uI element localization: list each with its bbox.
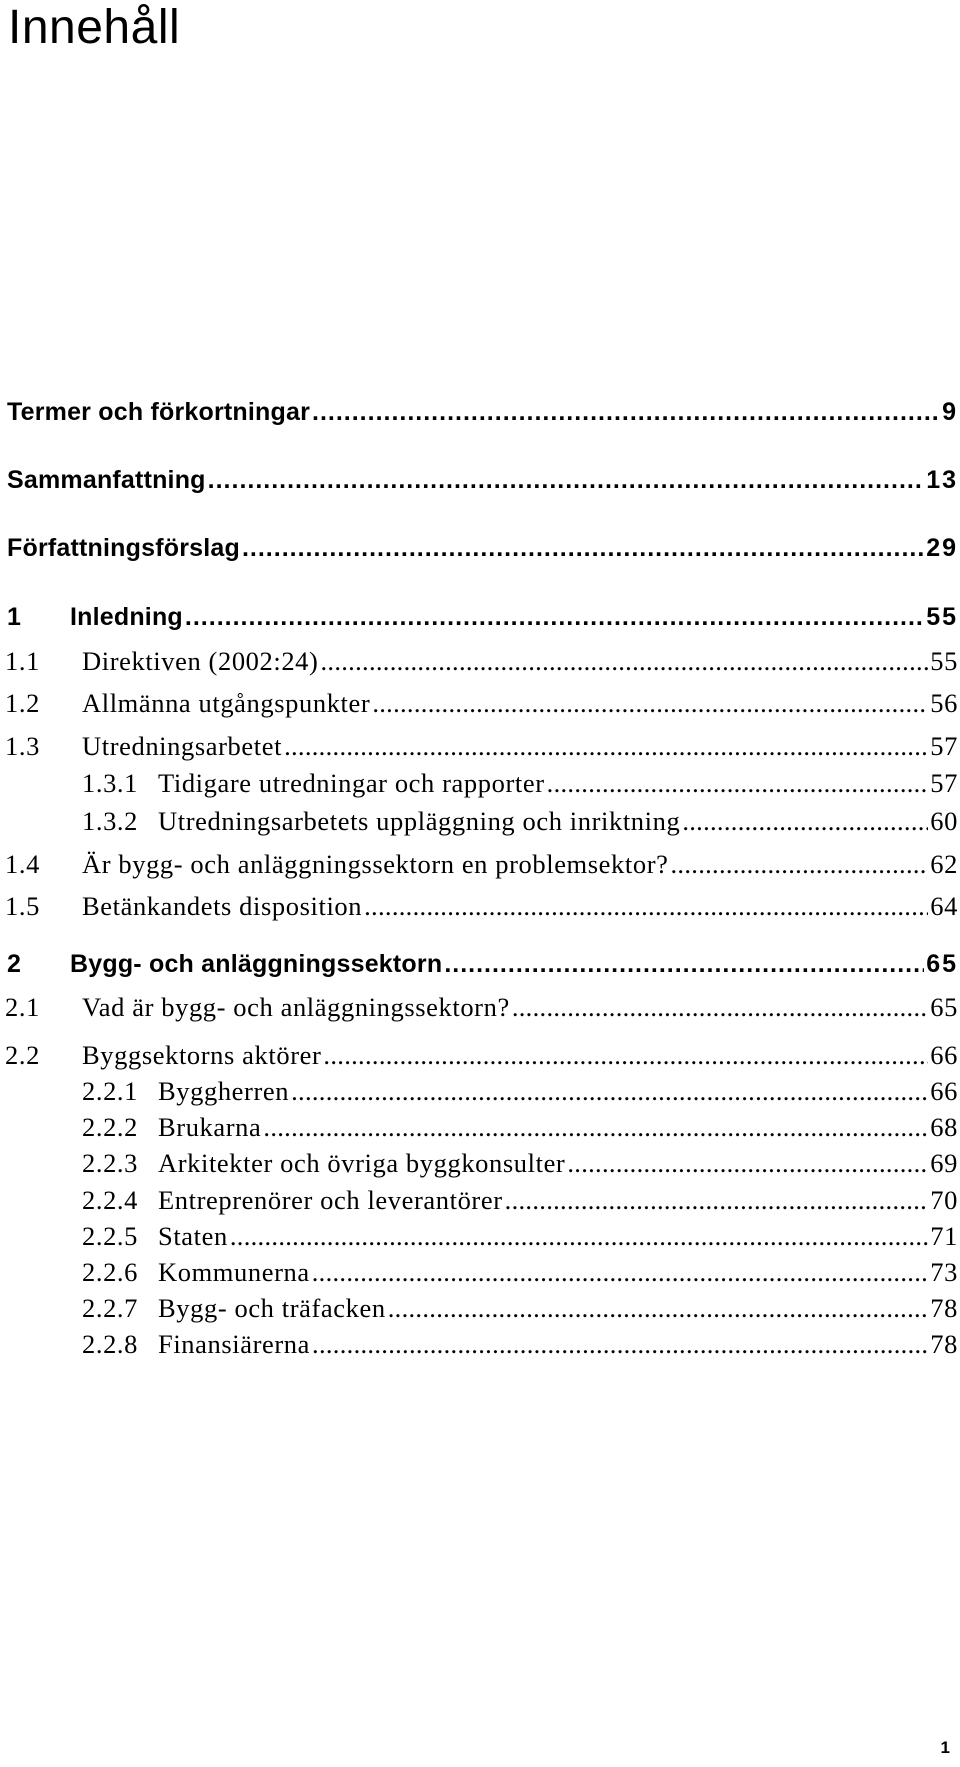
toc-entry-page: 66	[930, 1076, 958, 1106]
toc-entry-page: 55	[926, 603, 958, 631]
toc-leader	[682, 806, 928, 837]
toc-entry-title: Utredningsarbetets uppläggning och inriktning	[158, 806, 681, 836]
toc-entry-title: Brukarna	[158, 1112, 262, 1142]
toc-entry[interactable]	[0, 806, 958, 842]
toc-entry-number: 2.2.8	[82, 1329, 138, 1359]
toc-entry-page: 57	[930, 768, 958, 798]
toc-entry-number: 2.2.1	[82, 1076, 138, 1106]
toc-entry-page: 62	[930, 849, 958, 879]
toc-entry[interactable]	[0, 534, 958, 570]
toc-entry-title: Tidigare utredningar och rapporter	[158, 768, 545, 798]
toc-entry[interactable]	[0, 891, 958, 927]
toc-leader	[242, 534, 924, 563]
toc-entry-page: 9	[942, 398, 958, 426]
toc-entry-title: Författningsförslag	[7, 534, 240, 562]
toc-entry[interactable]	[0, 1148, 958, 1184]
toc-entry-number: 2.2.6	[82, 1257, 138, 1287]
toc-entry[interactable]	[0, 1221, 958, 1257]
toc-entry-title: Byggherren	[158, 1076, 290, 1106]
toc-entry-page: 55	[930, 646, 958, 676]
toc-leader	[364, 891, 928, 922]
toc-entry-title: Termer och förkortningar	[7, 398, 310, 426]
toc-leader	[388, 1293, 929, 1324]
toc-entry-number: 1.3.1	[82, 768, 138, 798]
toc-entry-number: 1.1	[5, 646, 40, 676]
toc-entry-title: Bygg- och träfacken	[158, 1293, 386, 1323]
toc-leader	[444, 950, 924, 979]
toc-entry-page: 57	[930, 731, 958, 761]
toc-leader	[263, 1112, 928, 1143]
toc-leader	[372, 688, 928, 719]
toc-leader	[505, 1185, 929, 1216]
toc-entry-page: 71	[930, 1221, 958, 1251]
toc-entry[interactable]	[0, 1257, 958, 1293]
toc-entry[interactable]	[0, 398, 958, 434]
toc-entry-page: 78	[930, 1293, 958, 1323]
toc-entry-number: 2.2.3	[82, 1148, 138, 1178]
toc-entry-title: Inledning	[70, 603, 183, 631]
page-title: Innehåll	[8, 1, 181, 54]
toc-entry-title: Vad är bygg- och anläggningssektorn?	[82, 992, 510, 1022]
toc-entry[interactable]	[0, 1040, 958, 1076]
toc-leader	[312, 1257, 929, 1288]
toc-entry[interactable]	[0, 950, 958, 986]
toc-entry[interactable]	[0, 849, 958, 885]
toc-entry-title: Utredningsarbetet	[82, 731, 283, 761]
toc-entry-title: Staten	[158, 1221, 228, 1251]
toc-entry[interactable]	[0, 768, 958, 804]
toc-entry-page: 65	[930, 992, 958, 1022]
toc-entry-title: Sammanfattning	[7, 466, 206, 494]
toc-leader	[230, 1221, 928, 1252]
toc-entry-number: 2.2.4	[82, 1185, 138, 1215]
toc-entry-page: 60	[930, 806, 958, 836]
toc-entry-page: 66	[930, 1040, 958, 1070]
toc-entry-title: Kommunerna	[158, 1257, 310, 1287]
toc-entry-page: 78	[930, 1329, 958, 1359]
toc-entry-number: 2.2.2	[82, 1112, 138, 1142]
toc-entry-title: Finansiärerna	[158, 1329, 311, 1359]
toc-entry-title: Betänkandets disposition	[82, 891, 363, 921]
toc-entry-page: 70	[930, 1185, 958, 1215]
page-number: 1	[940, 1738, 950, 1757]
toc-entry-title: Entreprenörer och leverantörer	[158, 1185, 503, 1215]
toc-entry-page: 69	[930, 1148, 958, 1178]
toc-leader	[312, 398, 940, 427]
toc-leader	[320, 646, 928, 677]
toc-entry-page: 68	[930, 1112, 958, 1142]
toc-leader	[567, 1148, 928, 1179]
toc-leader	[185, 603, 924, 632]
toc-entry[interactable]	[0, 646, 958, 682]
toc-entry[interactable]	[0, 992, 958, 1028]
toc-entry-page: 56	[930, 688, 958, 718]
toc-entry-number: 2.2	[5, 1040, 40, 1070]
toc-entry-number: 2.2.5	[82, 1221, 138, 1251]
toc-entry-number: 2	[7, 950, 22, 978]
toc-entry[interactable]	[0, 466, 958, 502]
toc-entry[interactable]	[0, 731, 958, 767]
toc-entry-page: 65	[926, 950, 958, 978]
toc-entry-page: 13	[926, 466, 958, 494]
toc-entry-number: 1.2	[5, 688, 40, 718]
toc-entry[interactable]	[0, 1185, 958, 1221]
toc-leader	[547, 768, 929, 799]
toc-leader	[323, 1040, 928, 1071]
toc-entry-number: 1.3	[5, 731, 40, 761]
toc-entry-page: 73	[930, 1257, 958, 1287]
toc-entry-title: Bygg- och anläggningssektorn	[70, 950, 443, 978]
toc-entry-title: Arkitekter och övriga byggkonsulter	[158, 1148, 566, 1178]
toc-entry-title: Byggsektorns aktörer	[82, 1040, 322, 1070]
toc-leader	[312, 1329, 928, 1360]
toc-leader	[284, 731, 928, 762]
toc-entry[interactable]	[0, 1112, 958, 1148]
toc-entry[interactable]	[0, 1076, 958, 1112]
toc-entry[interactable]	[0, 1329, 958, 1365]
toc-entry-number: 1	[7, 603, 22, 631]
toc-leader	[512, 992, 928, 1023]
toc-leader	[671, 849, 929, 880]
toc-entry-page: 64	[930, 891, 958, 921]
toc-entry-number: 1.4	[5, 849, 40, 879]
toc-entry[interactable]	[0, 688, 958, 724]
toc-entry-number: 2.2.7	[82, 1293, 138, 1323]
toc-entry-number: 1.5	[5, 891, 40, 921]
toc-leader	[291, 1076, 928, 1107]
toc-entry-number: 1.3.2	[82, 806, 138, 836]
toc-entry-title: Direktiven (2002:24)	[82, 646, 319, 676]
toc-entry-title: Allmänna utgångspunkter	[82, 688, 371, 718]
toc-entry[interactable]	[0, 603, 958, 639]
toc-entry-title: Är bygg- och anläggningssektorn en problemsektor?	[82, 849, 669, 879]
toc-entry-number: 2.1	[5, 992, 40, 1022]
toc-leader	[208, 466, 925, 495]
toc-entry-page: 29	[926, 534, 958, 562]
toc-entry[interactable]	[0, 1293, 958, 1329]
